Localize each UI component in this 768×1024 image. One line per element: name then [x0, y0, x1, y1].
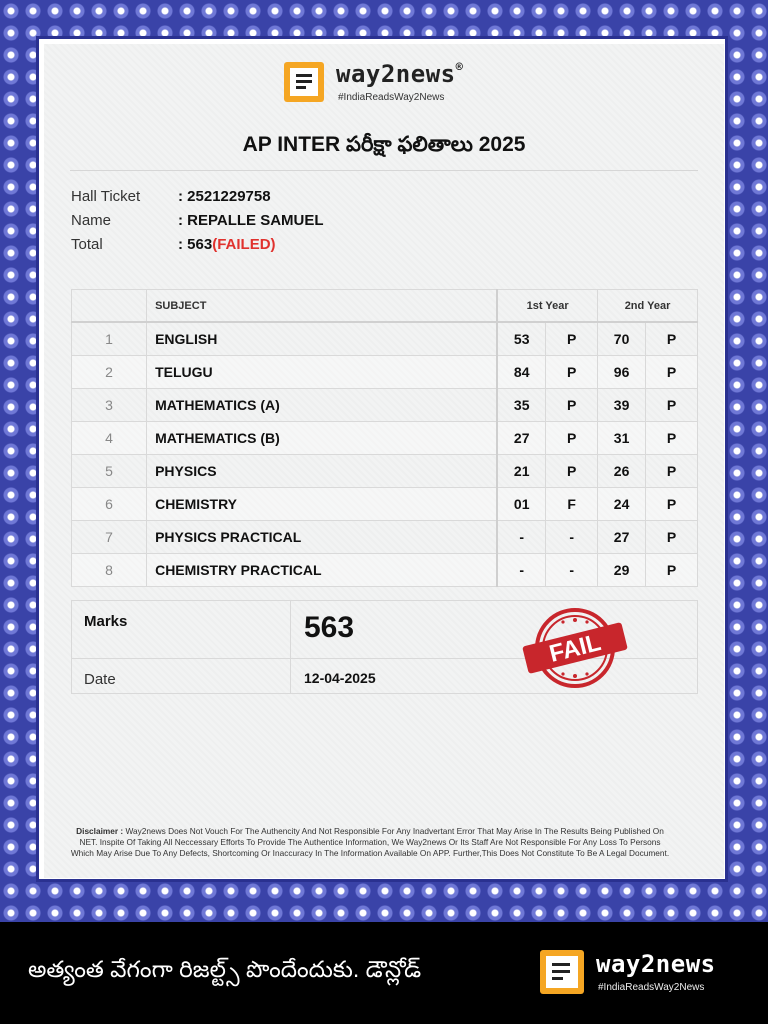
first-year-marks: 21	[497, 455, 546, 488]
row-number: 7	[72, 521, 147, 554]
second-year-marks: 27	[598, 521, 646, 554]
disclaimer-text: Way2news Does Not Vouch For The Authencity And Not Responsible For Any Inadvertant Error That May Arise In The Results Being Published On NET. Inspite Of Taking All Neccessary Efforts To Provide The Authentice Information, We Way2news Or Its Staff Are Not Responsible For Any Loss To Persons Which May Arise Due To Any Defects, Shortcoming Or Inaccuracy In The Information Available On APP. Further,This Does Not Constitute To Be A Legal Document.	[70, 826, 670, 859]
second-year-marks: 31	[598, 422, 646, 455]
disclaimer	[70, 826, 670, 860]
subject-name: TELUGU	[147, 356, 498, 389]
second-year-marks: 29	[598, 554, 646, 587]
table-row	[72, 554, 698, 587]
disclaimer-label: Disclaimer :	[76, 826, 124, 836]
first-year-marks: 84	[497, 356, 546, 389]
fail-stamp	[522, 608, 628, 688]
marks-label: Marks	[84, 613, 128, 630]
subject-name: MATHEMATICS (B)	[147, 422, 498, 455]
second-year-marks: 70	[598, 322, 646, 356]
row-number: 3	[72, 389, 147, 422]
subject-name: PHYSICS	[147, 455, 498, 488]
first-year-marks: 53	[497, 322, 546, 356]
second-year-marks: 24	[598, 488, 646, 521]
first-year-result: -	[546, 521, 598, 554]
name-label: Name	[71, 212, 112, 229]
row-number: 2	[72, 356, 147, 389]
table-row	[72, 322, 698, 356]
fail-stamp-text: FAIL	[546, 629, 604, 668]
first-year-result: P	[546, 455, 598, 488]
row-number: 8	[72, 554, 147, 587]
first-year-result: P	[546, 356, 598, 389]
name-value: : REPALLE SAMUEL	[178, 212, 324, 229]
first-year-result: F	[546, 488, 598, 521]
logo-tagline: #IndiaReadsWay2News	[338, 92, 445, 103]
row-number: 6	[72, 488, 147, 521]
row-number: 4	[72, 422, 147, 455]
first-year-result: P	[546, 422, 598, 455]
title-divider	[70, 170, 698, 171]
marks-table	[71, 289, 698, 587]
first-year-marks: 35	[497, 389, 546, 422]
way2news-logo	[284, 62, 494, 106]
row-number: 5	[72, 455, 147, 488]
second-year-result: P	[646, 322, 698, 356]
first-year-marks: -	[497, 521, 546, 554]
table-row	[72, 422, 698, 455]
row-number: 1	[72, 322, 147, 356]
hall-ticket-value: : 2521229758	[178, 188, 271, 205]
logo-tagline: #IndiaReadsWay2News	[598, 982, 705, 993]
download-banner-text: అత్యంత వేగంగా రిజల్ట్స్ పొందేందుకు. డౌన్లోడ్	[28, 956, 422, 982]
table-row	[72, 455, 698, 488]
second-year-result: P	[646, 422, 698, 455]
marks-value: 563	[304, 611, 355, 644]
table-row	[72, 356, 698, 389]
date-label: Date	[84, 671, 116, 688]
total-value: : 563(FAILED)	[178, 236, 276, 253]
first-year-marks: -	[497, 554, 546, 587]
first-year-result: P	[546, 389, 598, 422]
second-year-marks: 26	[598, 455, 646, 488]
subject-header: SUBJECT	[147, 290, 498, 323]
subject-name: ENGLISH	[147, 322, 498, 356]
second-year-result: P	[646, 554, 698, 587]
first-year-result: P	[546, 322, 598, 356]
first-year-result: -	[546, 554, 598, 587]
subject-name: MATHEMATICS (A)	[147, 389, 498, 422]
first-year-marks: 01	[497, 488, 546, 521]
second-year-result: P	[646, 389, 698, 422]
hall-ticket-label: Hall Ticket	[71, 188, 141, 205]
failed-status: (FAILED)	[212, 236, 276, 253]
second-year-header: 2nd Year	[598, 290, 698, 323]
table-row	[72, 389, 698, 422]
table-row	[72, 521, 698, 554]
newspaper-icon	[284, 62, 324, 102]
table-row	[72, 488, 698, 521]
footer-way2news-logo[interactable]	[540, 950, 750, 998]
subject-name: CHEMISTRY	[147, 488, 498, 521]
newspaper-icon	[540, 950, 584, 994]
subject-name: CHEMISTRY PRACTICAL	[147, 554, 498, 587]
logo-wordmark: way2news	[596, 950, 716, 978]
second-year-result: P	[646, 356, 698, 389]
second-year-marks: 39	[598, 389, 646, 422]
date-value: 12-04-2025	[304, 670, 376, 686]
page-title: AP INTER పరీక్షా ఫలితాలు 2025	[242, 133, 526, 156]
first-year-header: 1st Year	[497, 290, 597, 323]
table-header	[72, 290, 698, 323]
logo-wordmark: way2news®	[336, 60, 464, 88]
first-year-marks: 27	[497, 422, 546, 455]
second-year-marks: 96	[598, 356, 646, 389]
second-year-result: P	[646, 488, 698, 521]
total-label: Total	[71, 236, 103, 253]
subject-name: PHYSICS PRACTICAL	[147, 521, 498, 554]
second-year-result: P	[646, 521, 698, 554]
second-year-result: P	[646, 455, 698, 488]
